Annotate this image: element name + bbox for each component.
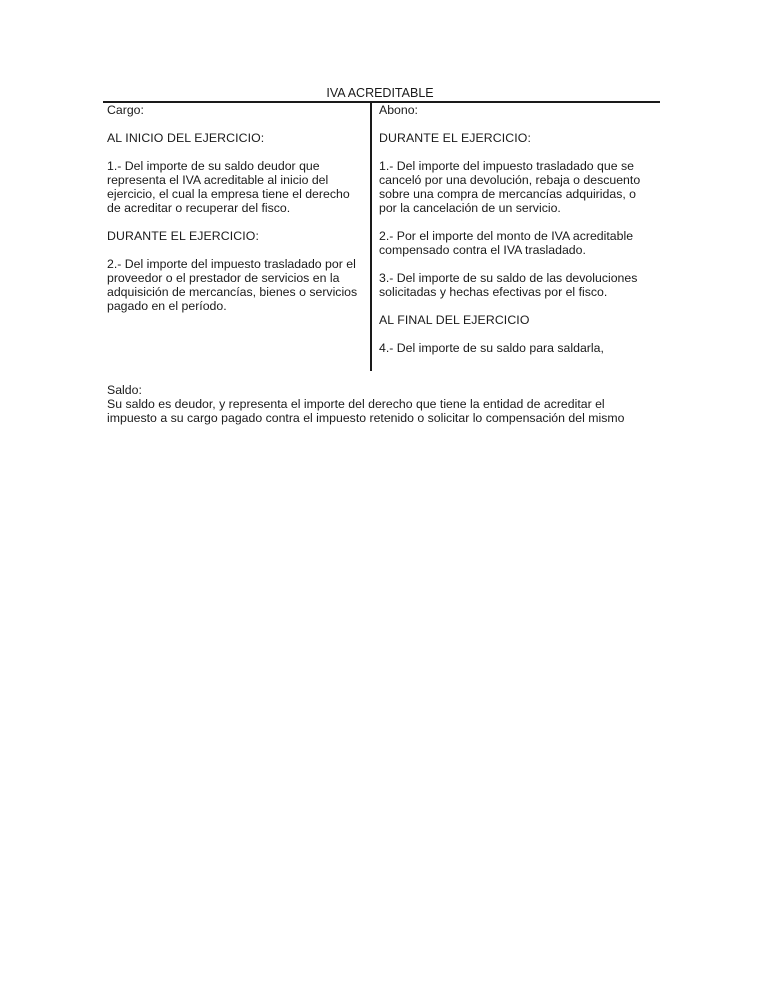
cargo-item-2-line: proveedor o el prestador de servicios en la <box>107 271 340 285</box>
cargo-item-2-line: adquisición de mercancías, bienes o servicios <box>107 285 358 299</box>
abono-label: Abono: <box>379 103 418 117</box>
saldo-label: Saldo: <box>107 383 142 397</box>
abono-item-2 <box>379 229 654 257</box>
abono-heading-durante: DURANTE EL EJERCICIO: <box>379 131 531 145</box>
abono-heading-final: AL FINAL DEL EJERCICIO <box>379 313 530 327</box>
t-account-middle-rule <box>370 103 372 371</box>
abono-item-1-line: sobre una compra de mercancías adquiridas, o <box>379 187 637 201</box>
cargo-item-1-line: ejercicio, el cual la empresa tiene el derecho <box>107 187 350 201</box>
cargo-item-1-line: de acreditar o recuperar del fisco. <box>107 201 291 215</box>
cargo-item-1-line: 1.- Del importe de su saldo deudor que <box>107 159 320 173</box>
cargo-item-1 <box>107 159 365 215</box>
cargo-heading-durante: DURANTE EL EJERCICIO: <box>107 229 259 243</box>
abono-item-3-line: 3.- Del importe de su saldo de las devoluciones <box>379 271 638 285</box>
abono-item-4-line: 4.- Del importe de su saldo para saldarla, <box>379 341 604 355</box>
cargo-label: Cargo: <box>107 103 144 117</box>
abono-item-3-line: solicitadas y hechas efectivas por el fisco. <box>379 285 608 299</box>
abono-item-2-line: compensado contra el IVA trasladado. <box>379 243 586 257</box>
cargo-item-1-line: representa el IVA acreditable al inicio del <box>107 173 329 187</box>
saldo-line: Su saldo es deudor, y representa el importe del derecho que tiene la entidad de acreditar el <box>107 397 605 411</box>
abono-item-3 <box>379 271 654 299</box>
abono-item-1 <box>379 159 654 215</box>
abono-item-2-line: 2.- Por el importe del monto de IVA acreditable <box>379 229 634 243</box>
abono-item-1-line: canceló por una devolución, rebaja o descuento <box>379 173 641 187</box>
document-title: IVA ACREDITABLE <box>326 86 434 100</box>
cargo-heading-inicio: AL INICIO DEL EJERCICIO: <box>107 131 265 145</box>
saldo-section <box>107 383 667 425</box>
cargo-item-2-line: 2.- Del importe del impuesto trasladado por el <box>107 257 356 271</box>
abono-item-4 <box>379 341 654 355</box>
abono-item-1-line: por la cancelación de un servicio. <box>379 201 561 215</box>
saldo-line: impuesto a su cargo pagado contra el impuesto retenido o solicitar lo compensación del mismo <box>107 411 625 425</box>
cargo-item-2-line: pagado en el período. <box>107 299 227 313</box>
abono-item-1-line: 1.- Del importe del impuesto trasladado que se <box>379 159 634 173</box>
cargo-item-2 <box>107 257 365 313</box>
